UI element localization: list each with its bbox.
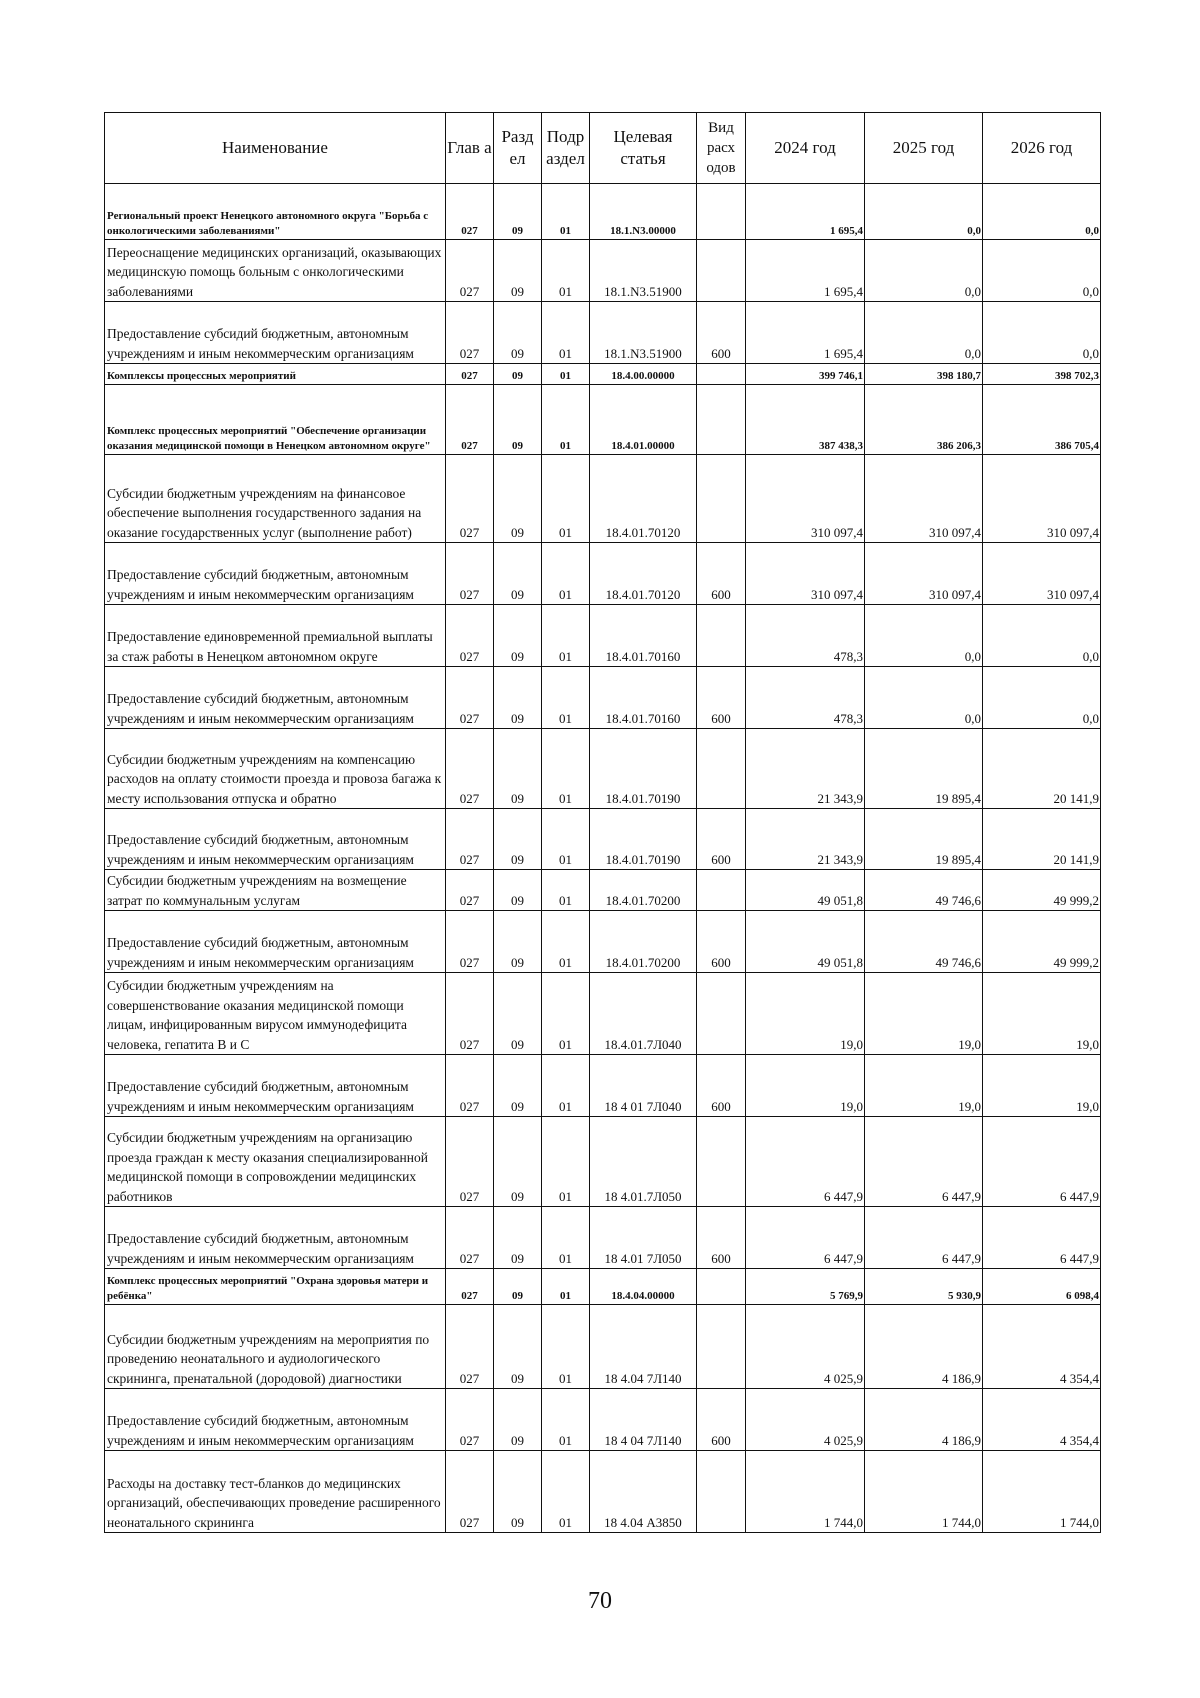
table-row bbox=[105, 385, 1101, 455]
table-cell-expense-type bbox=[697, 1305, 746, 1389]
table-row bbox=[105, 605, 1101, 667]
table-row bbox=[105, 870, 1101, 911]
table-row bbox=[105, 1389, 1101, 1451]
table-cell-glava: 027 bbox=[446, 302, 494, 364]
table-row bbox=[105, 1451, 1101, 1533]
table-cell-razdel: 09 bbox=[494, 729, 542, 809]
table-cell-year-2024: 21 343,9 bbox=[746, 809, 865, 870]
table-cell-razdel: 09 bbox=[494, 809, 542, 870]
table-cell-glava: 027 bbox=[446, 667, 494, 729]
table-cell-razdel: 09 bbox=[494, 184, 542, 240]
header-year-2025: 2025 год bbox=[865, 113, 983, 184]
table-cell-podrazdel: 01 bbox=[542, 385, 590, 455]
table-cell-name: Предоставление субсидий бюджетным, автономным учреждениям и иным некоммерческим организациям bbox=[105, 911, 446, 973]
table-cell-expense-type: 600 bbox=[697, 809, 746, 870]
table-cell-name: Предоставление субсидий бюджетным, автономным учреждениям и иным некоммерческим организациям bbox=[105, 1055, 446, 1117]
table-cell-year-2024: 310 097,4 bbox=[746, 543, 865, 605]
table-cell-year-2026: 310 097,4 bbox=[983, 543, 1101, 605]
table-cell-year-2026: 6 447,9 bbox=[983, 1207, 1101, 1269]
table-cell-year-2024: 387 438,3 bbox=[746, 385, 865, 455]
table-cell-target-article: 18.1.N3.00000 bbox=[590, 184, 697, 240]
table-cell-year-2026: 49 999,2 bbox=[983, 911, 1101, 973]
table-cell-year-2024: 19,0 bbox=[746, 973, 865, 1055]
table-cell-year-2024: 4 025,9 bbox=[746, 1389, 865, 1451]
table-cell-year-2025: 398 180,7 bbox=[865, 364, 983, 385]
table-cell-year-2024: 49 051,8 bbox=[746, 870, 865, 911]
table-cell-target-article: 18.1.N3.51900 bbox=[590, 302, 697, 364]
table-cell-year-2025: 0,0 bbox=[865, 184, 983, 240]
table-cell-target-article: 18.4.01.7Л040 bbox=[590, 973, 697, 1055]
table-row bbox=[105, 973, 1101, 1055]
table-cell-glava: 027 bbox=[446, 870, 494, 911]
table-cell-year-2026: 0,0 bbox=[983, 605, 1101, 667]
table-cell-podrazdel: 01 bbox=[542, 870, 590, 911]
table-cell-target-article: 18.4.00.00000 bbox=[590, 364, 697, 385]
table-cell-glava: 027 bbox=[446, 911, 494, 973]
table-cell-year-2026: 6 447,9 bbox=[983, 1117, 1101, 1207]
table-cell-target-article: 18 4 04 7Л140 bbox=[590, 1389, 697, 1451]
table-cell-name: Предоставление субсидий бюджетным, автономным учреждениям и иным некоммерческим организациям bbox=[105, 667, 446, 729]
table-cell-razdel: 09 bbox=[494, 667, 542, 729]
table-cell-expense-type bbox=[697, 184, 746, 240]
table-cell-razdel: 09 bbox=[494, 1389, 542, 1451]
header-glava: Глав а bbox=[446, 113, 494, 184]
table-cell-expense-type: 600 bbox=[697, 911, 746, 973]
table-cell-year-2025: 19 895,4 bbox=[865, 729, 983, 809]
table-cell-year-2026: 0,0 bbox=[983, 667, 1101, 729]
table-cell-razdel: 09 bbox=[494, 911, 542, 973]
table-cell-target-article: 18.4.01.70200 bbox=[590, 870, 697, 911]
header-expense-type: Вид расх одов bbox=[697, 113, 746, 184]
table-cell-target-article: 18.1.N3.51900 bbox=[590, 240, 697, 302]
table-cell-year-2024: 5 769,9 bbox=[746, 1269, 865, 1305]
table-cell-year-2025: 19 895,4 bbox=[865, 809, 983, 870]
header-year-2026: 2026 год bbox=[983, 113, 1101, 184]
table-cell-year-2025: 6 447,9 bbox=[865, 1207, 983, 1269]
table-cell-year-2026: 49 999,2 bbox=[983, 870, 1101, 911]
table-row bbox=[105, 543, 1101, 605]
table-cell-name: Переоснащение медицинских организаций, оказывающих медицинскую помощь больным с онкологическими заболеваниями bbox=[105, 240, 446, 302]
table-cell-year-2024: 310 097,4 bbox=[746, 455, 865, 543]
table-row bbox=[105, 1207, 1101, 1269]
table-cell-name: Предоставление субсидий бюджетным, автономным учреждениям и иным некоммерческим организациям bbox=[105, 302, 446, 364]
table-cell-name: Субсидии бюджетным учреждениям на компенсацию расходов на оплату стоимости проезда и провоза багажа к месту использования отпуска и обратно bbox=[105, 729, 446, 809]
header-target-article: Целевая статья bbox=[590, 113, 697, 184]
table-row bbox=[105, 1269, 1101, 1305]
table-row bbox=[105, 911, 1101, 973]
table-cell-name: Региональный проект Ненецкого автономного округа "Борьба с онкологическими заболеваниями" bbox=[105, 184, 446, 240]
table-cell-target-article: 18.4.01.70200 bbox=[590, 911, 697, 973]
table-cell-target-article: 18 4.04 7Л140 bbox=[590, 1305, 697, 1389]
table-cell-year-2024: 478,3 bbox=[746, 667, 865, 729]
table-cell-year-2025: 19,0 bbox=[865, 1055, 983, 1117]
table-cell-year-2024: 49 051,8 bbox=[746, 911, 865, 973]
table-cell-name: Предоставление субсидий бюджетным, автономным учреждениям и иным некоммерческим организациям bbox=[105, 1389, 446, 1451]
table-cell-expense-type bbox=[697, 1117, 746, 1207]
table-cell-year-2026: 4 354,4 bbox=[983, 1389, 1101, 1451]
table-cell-glava: 027 bbox=[446, 455, 494, 543]
table-cell-glava: 027 bbox=[446, 543, 494, 605]
table-cell-target-article: 18.4.01.70160 bbox=[590, 667, 697, 729]
table-cell-year-2025: 0,0 bbox=[865, 302, 983, 364]
table-cell-glava: 027 bbox=[446, 1269, 494, 1305]
table-cell-year-2025: 6 447,9 bbox=[865, 1117, 983, 1207]
table-cell-year-2026: 19,0 bbox=[983, 1055, 1101, 1117]
table-cell-glava: 027 bbox=[446, 1117, 494, 1207]
table-cell-year-2026: 398 702,3 bbox=[983, 364, 1101, 385]
table-cell-year-2026: 19,0 bbox=[983, 973, 1101, 1055]
table-cell-year-2026: 310 097,4 bbox=[983, 455, 1101, 543]
table-cell-podrazdel: 01 bbox=[542, 1305, 590, 1389]
table-row bbox=[105, 302, 1101, 364]
table-cell-name: Субсидии бюджетным учреждениям на организацию проезда граждан к месту оказания специализированной медицинской помощи в сопровождении медицинских работников bbox=[105, 1117, 446, 1207]
table-cell-podrazdel: 01 bbox=[542, 184, 590, 240]
header-year-2024: 2024 год bbox=[746, 113, 865, 184]
table-cell-podrazdel: 01 bbox=[542, 1451, 590, 1533]
table-cell-year-2025: 0,0 bbox=[865, 240, 983, 302]
table-cell-expense-type: 600 bbox=[697, 667, 746, 729]
table-cell-name: Субсидии бюджетным учреждениям на совершенствование оказания медицинской помощи лицам, инфицированным вирусом иммунодефицита человека, гепатита В и С bbox=[105, 973, 446, 1055]
table-cell-year-2026: 20 141,9 bbox=[983, 809, 1101, 870]
table-cell-glava: 027 bbox=[446, 973, 494, 1055]
table-row bbox=[105, 455, 1101, 543]
table-cell-name: Предоставление субсидий бюджетным, автономным учреждениям и иным некоммерческим организациям bbox=[105, 543, 446, 605]
table-cell-glava: 027 bbox=[446, 809, 494, 870]
table-cell-year-2024: 19,0 bbox=[746, 1055, 865, 1117]
table-cell-year-2024: 21 343,9 bbox=[746, 729, 865, 809]
budget-table bbox=[104, 112, 1101, 1533]
table-cell-target-article: 18 4 01 7Л040 bbox=[590, 1055, 697, 1117]
table-cell-expense-type: 600 bbox=[697, 302, 746, 364]
table-cell-target-article: 18.4.01.70120 bbox=[590, 543, 697, 605]
table-cell-glava: 027 bbox=[446, 605, 494, 667]
table-cell-year-2025: 0,0 bbox=[865, 605, 983, 667]
table-cell-year-2025: 310 097,4 bbox=[865, 543, 983, 605]
table-cell-expense-type bbox=[697, 605, 746, 667]
table-cell-year-2024: 1 744,0 bbox=[746, 1451, 865, 1533]
table-cell-glava: 027 bbox=[446, 1207, 494, 1269]
header-podrazdel: Подр аздел bbox=[542, 113, 590, 184]
table-cell-year-2024: 6 447,9 bbox=[746, 1207, 865, 1269]
table-cell-year-2025: 19,0 bbox=[865, 973, 983, 1055]
table-cell-target-article: 18.4.04.00000 bbox=[590, 1269, 697, 1305]
table-cell-podrazdel: 01 bbox=[542, 240, 590, 302]
table-cell-year-2026: 20 141,9 bbox=[983, 729, 1101, 809]
table-cell-expense-type bbox=[697, 1269, 746, 1305]
table-cell-target-article: 18 4.04 А3850 bbox=[590, 1451, 697, 1533]
table-cell-expense-type bbox=[697, 364, 746, 385]
table-cell-name: Комплекс процессных мероприятий "Охрана здоровья матери и ребёнка" bbox=[105, 1269, 446, 1305]
table-cell-year-2025: 49 746,6 bbox=[865, 870, 983, 911]
table-cell-year-2024: 6 447,9 bbox=[746, 1117, 865, 1207]
table-cell-podrazdel: 01 bbox=[542, 605, 590, 667]
table-cell-glava: 027 bbox=[446, 1305, 494, 1389]
table-cell-glava: 027 bbox=[446, 1451, 494, 1533]
table-cell-year-2026: 0,0 bbox=[983, 240, 1101, 302]
table-cell-target-article: 18.4.01.70120 bbox=[590, 455, 697, 543]
table-header-row bbox=[105, 113, 1101, 184]
table-cell-glava: 027 bbox=[446, 385, 494, 455]
table-cell-podrazdel: 01 bbox=[542, 1389, 590, 1451]
table-row bbox=[105, 1117, 1101, 1207]
table-cell-expense-type: 600 bbox=[697, 1389, 746, 1451]
table-cell-podrazdel: 01 bbox=[542, 302, 590, 364]
table-cell-target-article: 18.4.01.70190 bbox=[590, 729, 697, 809]
table-cell-name: Предоставление единовременной премиальной выплаты за стаж работы в Ненецком автономном округе bbox=[105, 605, 446, 667]
table-cell-year-2024: 1 695,4 bbox=[746, 302, 865, 364]
table-cell-glava: 027 bbox=[446, 1389, 494, 1451]
table-cell-podrazdel: 01 bbox=[542, 973, 590, 1055]
table-cell-razdel: 09 bbox=[494, 1117, 542, 1207]
table-cell-year-2025: 4 186,9 bbox=[865, 1305, 983, 1389]
table-cell-year-2026: 4 354,4 bbox=[983, 1305, 1101, 1389]
table-cell-expense-type bbox=[697, 973, 746, 1055]
table-cell-razdel: 09 bbox=[494, 364, 542, 385]
table-cell-razdel: 09 bbox=[494, 1055, 542, 1117]
table-row bbox=[105, 667, 1101, 729]
table-cell-razdel: 09 bbox=[494, 1451, 542, 1533]
table-cell-expense-type bbox=[697, 1451, 746, 1533]
table-cell-razdel: 09 bbox=[494, 1305, 542, 1389]
table-cell-year-2024: 399 746,1 bbox=[746, 364, 865, 385]
table-cell-razdel: 09 bbox=[494, 870, 542, 911]
table-cell-podrazdel: 01 bbox=[542, 543, 590, 605]
table-cell-podrazdel: 01 bbox=[542, 911, 590, 973]
header-name: Наименование bbox=[105, 113, 446, 184]
table-cell-razdel: 09 bbox=[494, 973, 542, 1055]
table-cell-year-2025: 5 930,9 bbox=[865, 1269, 983, 1305]
table-cell-glava: 027 bbox=[446, 364, 494, 385]
table-cell-name: Комплексы процессных мероприятий bbox=[105, 364, 446, 385]
table-cell-podrazdel: 01 bbox=[542, 455, 590, 543]
table-row bbox=[105, 1305, 1101, 1389]
table-cell-expense-type bbox=[697, 455, 746, 543]
table-cell-year-2026: 6 098,4 bbox=[983, 1269, 1101, 1305]
table-cell-razdel: 09 bbox=[494, 385, 542, 455]
table-cell-year-2026: 386 705,4 bbox=[983, 385, 1101, 455]
table-cell-glava: 027 bbox=[446, 184, 494, 240]
table-cell-razdel: 09 bbox=[494, 1269, 542, 1305]
table-cell-name: Расходы на доставку тест-бланков до медицинских организаций, обеспечивающих проведение расширенного неонатального скрининга bbox=[105, 1451, 446, 1533]
table-cell-target-article: 18.4.01.70190 bbox=[590, 809, 697, 870]
table-cell-target-article: 18 4.01 7Л050 bbox=[590, 1207, 697, 1269]
table-cell-year-2024: 478,3 bbox=[746, 605, 865, 667]
table-cell-razdel: 09 bbox=[494, 302, 542, 364]
table-cell-razdel: 09 bbox=[494, 1207, 542, 1269]
table-cell-target-article: 18.4.01.00000 bbox=[590, 385, 697, 455]
table-cell-expense-type bbox=[697, 870, 746, 911]
table-row bbox=[105, 809, 1101, 870]
page-number: 70 bbox=[588, 1588, 612, 1614]
table-row bbox=[105, 1055, 1101, 1117]
table-cell-podrazdel: 01 bbox=[542, 667, 590, 729]
table-cell-year-2025: 310 097,4 bbox=[865, 455, 983, 543]
table-cell-year-2025: 0,0 bbox=[865, 667, 983, 729]
table-cell-year-2026: 1 744,0 bbox=[983, 1451, 1101, 1533]
table-cell-target-article: 18.4.01.70160 bbox=[590, 605, 697, 667]
table-cell-razdel: 09 bbox=[494, 605, 542, 667]
table-cell-razdel: 09 bbox=[494, 543, 542, 605]
table-cell-year-2026: 0,0 bbox=[983, 302, 1101, 364]
table-cell-name: Предоставление субсидий бюджетным, автономным учреждениям и иным некоммерческим организациям bbox=[105, 809, 446, 870]
table-cell-razdel: 09 bbox=[494, 455, 542, 543]
table-cell-name: Предоставление субсидий бюджетным, автономным учреждениям и иным некоммерческим организациям bbox=[105, 1207, 446, 1269]
table-cell-podrazdel: 01 bbox=[542, 1055, 590, 1117]
table-row bbox=[105, 184, 1101, 240]
table-cell-expense-type bbox=[697, 729, 746, 809]
table-cell-glava: 027 bbox=[446, 1055, 494, 1117]
table-cell-name: Комплекс процессных мероприятий "Обеспечение организации оказания медицинской помощи в Ненецком автономном округе" bbox=[105, 385, 446, 455]
table-row bbox=[105, 240, 1101, 302]
table-row bbox=[105, 729, 1101, 809]
table-cell-name: Субсидии бюджетным учреждениям на мероприятия по проведению неонатального и аудиологического скрининга, пренатальной (дородовой) диагностики bbox=[105, 1305, 446, 1389]
budget-document bbox=[104, 112, 1100, 1533]
header-razdel: Разд ел bbox=[494, 113, 542, 184]
table-cell-podrazdel: 01 bbox=[542, 364, 590, 385]
table-cell-podrazdel: 01 bbox=[542, 809, 590, 870]
table-cell-podrazdel: 01 bbox=[542, 729, 590, 809]
table-cell-name: Субсидии бюджетным учреждениям на возмещение затрат по коммунальным услугам bbox=[105, 870, 446, 911]
table-cell-podrazdel: 01 bbox=[542, 1207, 590, 1269]
table-cell-year-2024: 1 695,4 bbox=[746, 184, 865, 240]
table-cell-year-2024: 1 695,4 bbox=[746, 240, 865, 302]
table-cell-expense-type bbox=[697, 385, 746, 455]
table-cell-expense-type: 600 bbox=[697, 1055, 746, 1117]
table-cell-podrazdel: 01 bbox=[542, 1269, 590, 1305]
table-cell-year-2025: 1 744,0 bbox=[865, 1451, 983, 1533]
table-cell-expense-type: 600 bbox=[697, 543, 746, 605]
table-cell-name: Субсидии бюджетным учреждениям на финансовое обеспечение выполнения государственного задания на оказание государственных услуг (выполнение работ) bbox=[105, 455, 446, 543]
table-cell-razdel: 09 bbox=[494, 240, 542, 302]
table-cell-glava: 027 bbox=[446, 729, 494, 809]
table-cell-podrazdel: 01 bbox=[542, 1117, 590, 1207]
table-cell-year-2024: 4 025,9 bbox=[746, 1305, 865, 1389]
table-cell-year-2025: 386 206,3 bbox=[865, 385, 983, 455]
table-row bbox=[105, 364, 1101, 385]
table-cell-glava: 027 bbox=[446, 240, 494, 302]
table-cell-target-article: 18 4.01.7Л050 bbox=[590, 1117, 697, 1207]
table-cell-year-2026: 0,0 bbox=[983, 184, 1101, 240]
table-cell-year-2025: 4 186,9 bbox=[865, 1389, 983, 1451]
table-cell-expense-type: 600 bbox=[697, 1207, 746, 1269]
table-cell-expense-type bbox=[697, 240, 746, 302]
table-cell-year-2025: 49 746,6 bbox=[865, 911, 983, 973]
